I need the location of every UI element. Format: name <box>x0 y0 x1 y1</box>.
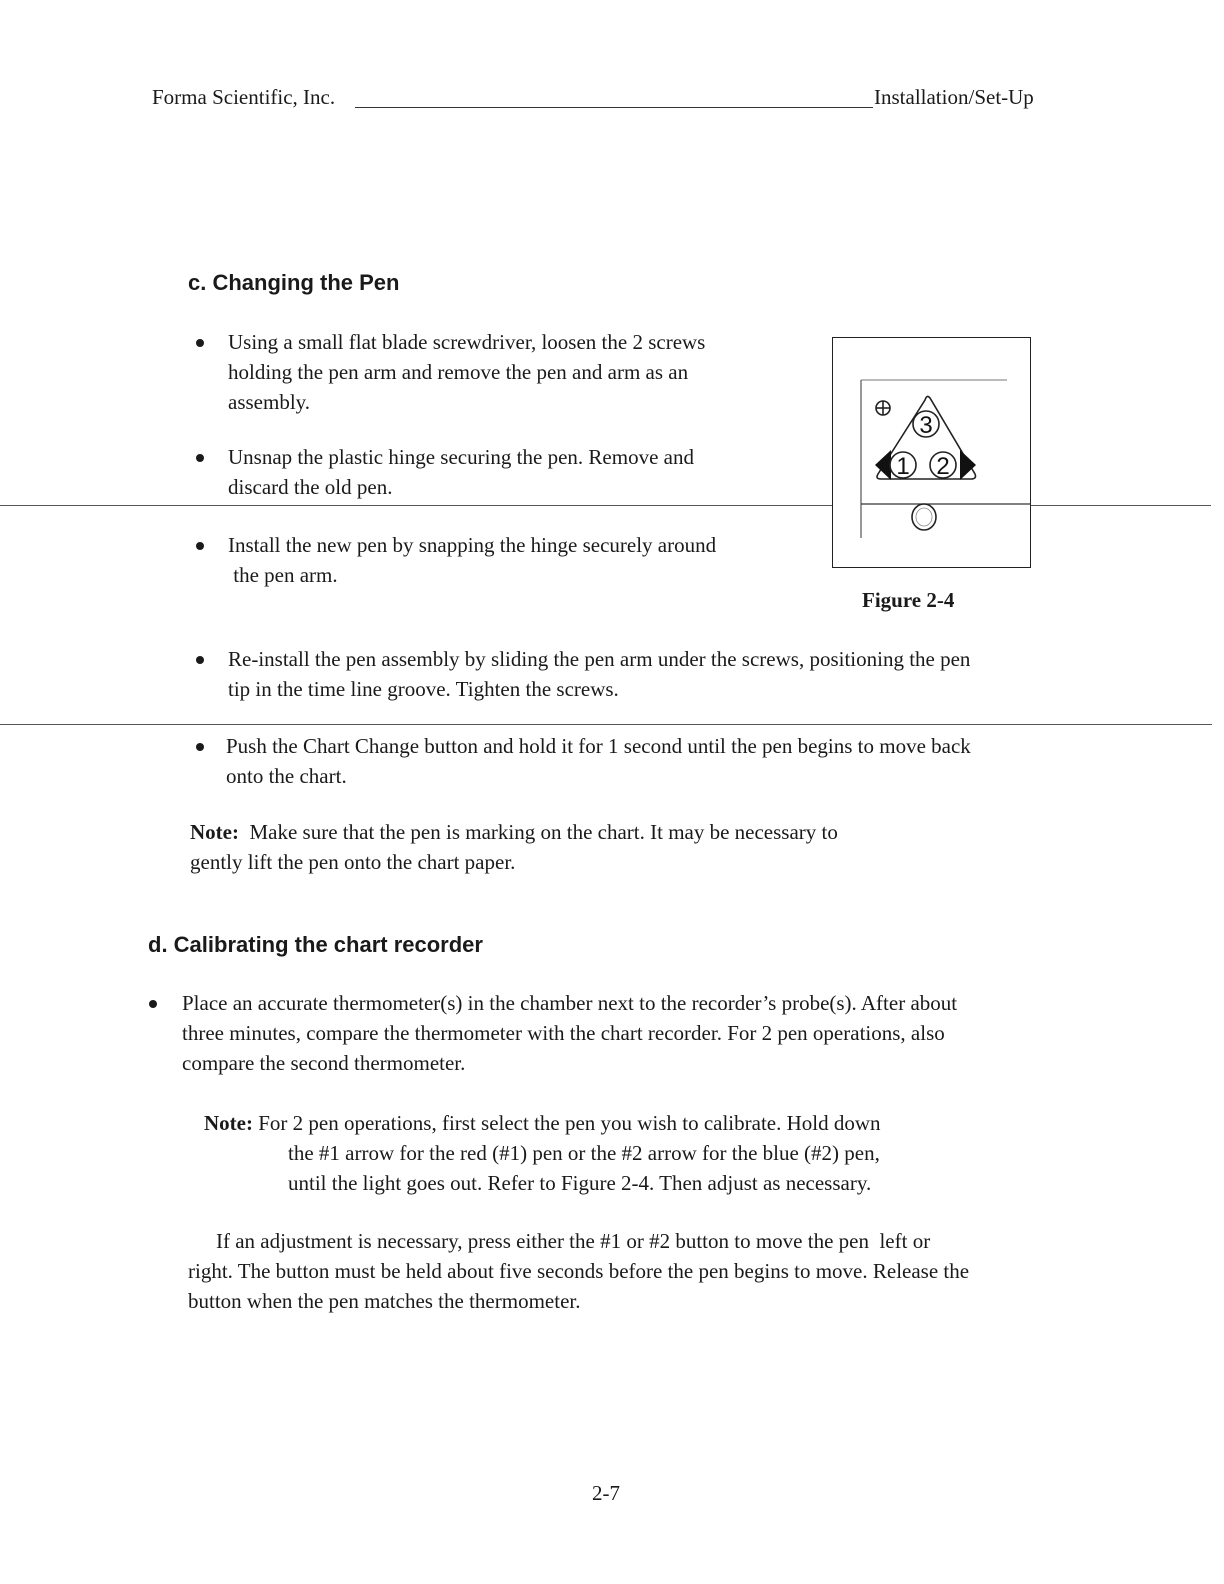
bullet-dot <box>196 743 204 751</box>
figure-2-4 <box>832 337 1031 568</box>
button-1-label: 1 <box>896 453 910 480</box>
bullet-dot <box>149 1000 157 1008</box>
header-rule <box>355 107 873 108</box>
chart-recorder-panel-illustration <box>833 338 1030 567</box>
bullet-text-3: Install the new pen by snapping the hinge securely around the pen arm. <box>228 533 717 587</box>
bullet-text-d: Place an accurate thermometer(s) in the chamber next to the recorder’s probe(s). After about three minutes, compare the thermometer with the chart recorder. For 2 pen operations, also compare the second thermometer. <box>182 991 958 1075</box>
button-3-label: 3 <box>919 412 933 439</box>
bullet-text-5: Push the Chart Change button and hold it for 1 second until the pen begins to move back onto the chart. <box>226 734 971 788</box>
plus-circle-icon <box>876 401 890 415</box>
scan-rule <box>1031 505 1211 506</box>
header-section: Installation/Set-Up <box>874 85 1034 109</box>
bullet-dot <box>196 656 204 664</box>
scan-rule <box>0 724 1212 725</box>
adjustment-paragraph: If an adjustment is necessary, press either the #1 or #2 button to move the pen left or right. The button must be held about five seconds before the pen begins to move. Release the button when the pen matches the thermometer. <box>188 1229 970 1313</box>
bullet-text-1: Using a small flat blade screwdriver, loosen the 2 screws holding the pen arm and remove the pen and arm as an assembly. <box>228 330 706 414</box>
note-c: Note: Make sure that the pen is marking on the chart. It may be necessary to gently lift the pen onto the chart paper. <box>190 820 838 874</box>
note-label: Note: <box>190 820 239 844</box>
section-d-heading: d. Calibrating the chart recorder <box>148 932 483 957</box>
scan-rule <box>0 505 832 506</box>
button-2-label: 2 <box>936 453 950 480</box>
bullet-dot <box>196 542 204 550</box>
section-c-heading: c. Changing the Pen <box>188 270 400 295</box>
bullet-text-4: Re-install the pen assembly by sliding the pen arm under the screws, positioning the pen tip in the time line groove. Tighten the screws. <box>228 647 971 701</box>
note-d: Note: For 2 pen operations, first select the pen you wish to calibrate. Hold down the #1 arrow for the red (#1) pen or the #2 arrow for the blue (#2) pen, until the light goes out. Refer to Figure 2-4. Then adjust as necessary. <box>204 1111 881 1195</box>
figure-caption: Figure 2-4 <box>862 588 955 612</box>
bullet-dot <box>196 339 204 347</box>
bullet-dot <box>196 454 204 462</box>
header-company: Forma Scientific, Inc. <box>152 85 336 109</box>
right-arrow-icon <box>960 450 976 480</box>
bullet-text-2: Unsnap the plastic hinge securing the pen. Remove and discard the old pen. <box>228 445 694 499</box>
note-label: Note: <box>204 1111 253 1135</box>
page-number: 2-7 <box>592 1481 620 1505</box>
